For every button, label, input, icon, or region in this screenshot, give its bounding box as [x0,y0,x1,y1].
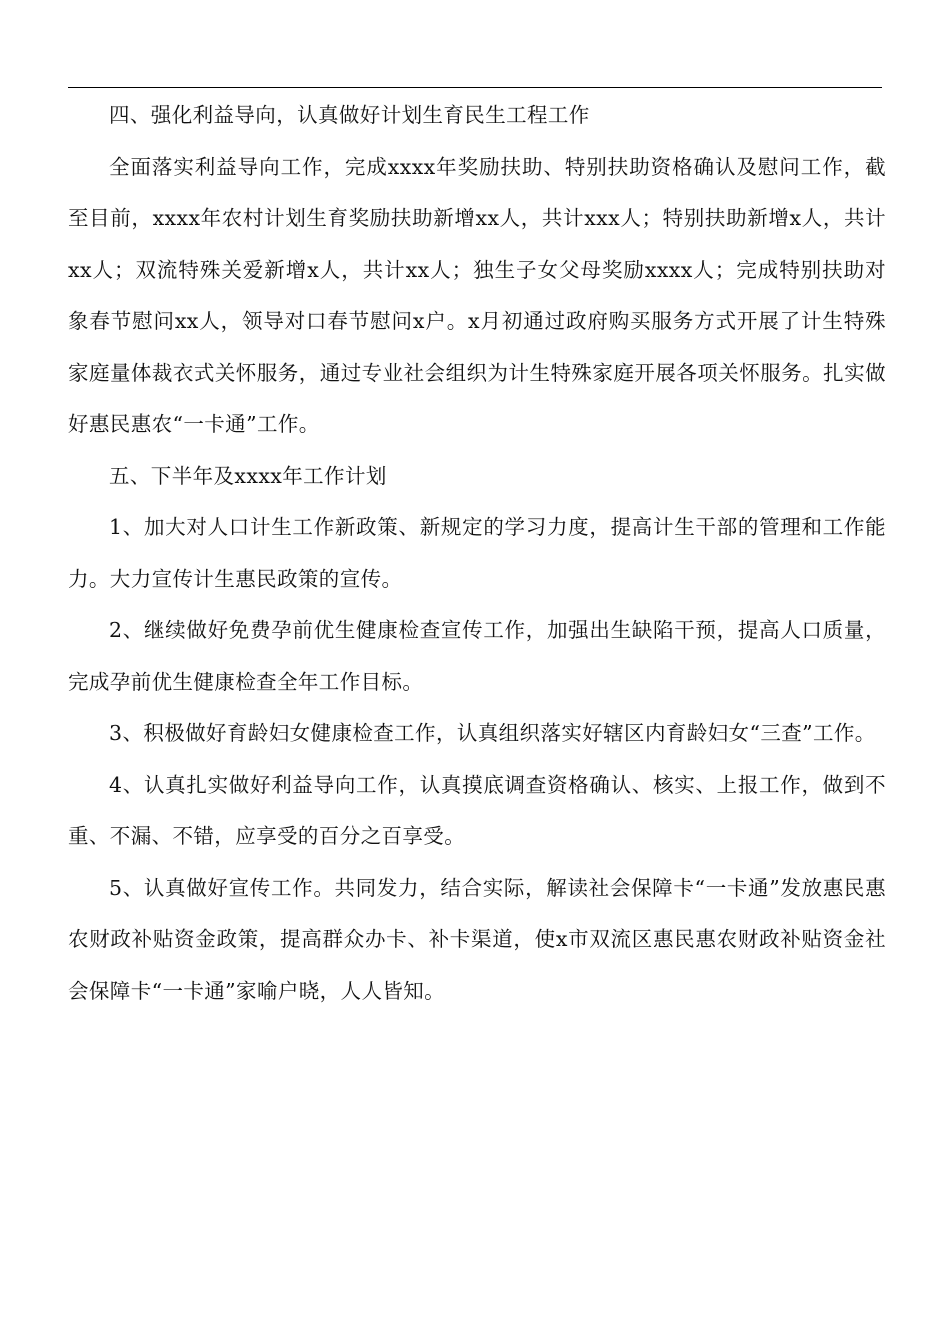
header-rule [68,87,882,88]
document-body [68,90,886,1017]
plan-item-3: 3、积极做好育龄妇女健康检查工作，认真组织落实好辖区内育龄妇女“三查”工作。 [109,721,876,745]
body-paragraph: 全面落实利益导向工作，完成xxxx年奖励扶助、特别扶助资格确认及慰问工作，截至目前，xxxx年农村计划生育奖励扶助新增xx人，共计xxx人；特别扶助新增x人，共计xx人；双流特殊关爱新增x人，共计xx人；独生子女父母奖励xxxx人；完成特别扶助对象春节慰问xx人，领导对口春节慰问x户。x月初通过政府购买服务方式开展了计生特殊家庭量体裁衣式关怀服务，通过专业社会组织为计生特殊家庭开展各项关怀服务。扎实做好惠民惠农“一卡通”工作。 [68,154,886,436]
plan-item-4: 4、认真扎实做好利益导向工作，认真摸底调查资格确认、核实、上报工作，做到不重、不漏、不错，应享受的百分之百享受。 [68,772,886,848]
plan-item-5: 5、认真做好宣传工作。共同发力，结合实际，解读社会保障卡“一卡通”发放惠民惠农财政补贴资金政策，提高群众办卡、补卡渠道，使x市双流区惠民惠农财政补贴资金社会保障卡“一卡通”家喻户晓，人人皆知。 [68,875,886,1003]
section-heading-4: 四、强化利益导向，认真做好计划生育民生工程工作 [109,103,590,127]
plan-item-1: 1、加大对人口计生工作新政策、新规定的学习力度，提高计生干部的管理和工作能力。大力宣传计生惠民政策的宣传。 [68,515,886,591]
plan-item-2: 2、继续做好免费孕前优生健康检查宣传工作，加强出生缺陷干预，提高人口质量，完成孕前优生健康检查全年工作目标。 [68,618,886,694]
section-heading-5: 五、下半年及xxxx年工作计划 [109,463,387,488]
